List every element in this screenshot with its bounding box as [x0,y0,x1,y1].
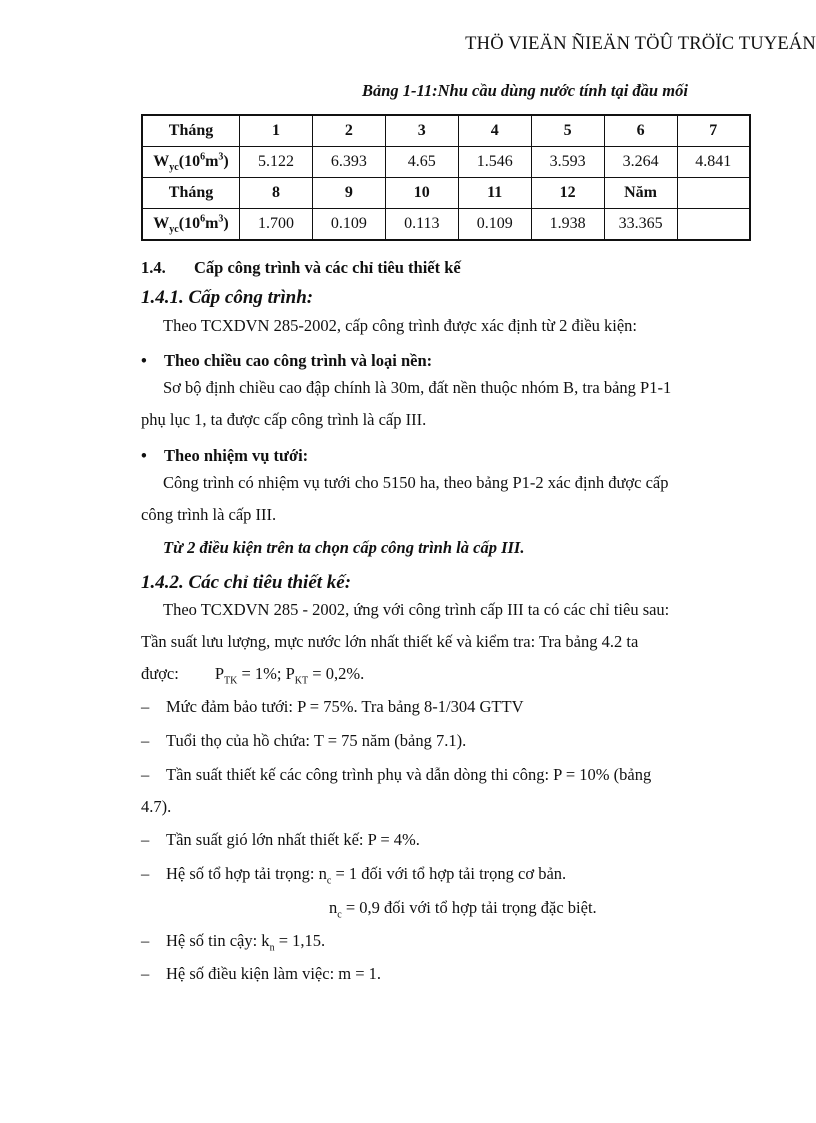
table-caption: Bảng 1-11:Nhu cầu dùng nước tính tại đầu mối [362,81,688,100]
table-row [142,147,750,178]
value-cell: 1.700 [240,209,313,241]
w-header-cell: $W_{yc}(10^6m^3)$ [142,209,240,241]
paragraph: Theo TCXDVN 285 - 2002, ứng với công trình cấp III ta có các chỉ tiêu sau: [163,600,670,619]
subsection-heading-1-4-1: 1.4.1. Cấp công trình: [141,287,314,308]
dash-text: Tuổi thọ của hồ chứa: T = 75 năm (bảng 7.1). [166,731,467,750]
dash-marker: – [141,830,150,849]
bullet-icon: • [141,351,147,370]
dash-text: Tần suất thiết kế các công trình phụ và dẫn dòng thi công: P = 10% (bảng [166,765,652,784]
value-cell: 3.264 [604,147,677,178]
value-cell: 0.109 [312,209,385,241]
empty-cell [677,209,750,241]
month-cell: 11 [458,178,531,209]
dash-text: Hệ số điều kiện làm việc: m = 1. [166,964,382,983]
value-cell: 0.113 [385,209,458,241]
dash-marker: – [141,931,150,950]
total-cell: 33.365 [604,209,677,241]
month-cell: 6 [604,115,677,147]
month-cell: 10 [385,178,458,209]
table-row [142,178,750,209]
bullet-text: Theo nhiệm vụ tưới: [164,446,309,465]
dash-marker: – [141,765,150,784]
paragraph: Theo TCXDVN 285-2002, cấp công trình được xác định từ 2 điều kiện: [163,316,638,335]
section-title: Cấp công trình và các chỉ tiêu thiết kế [194,258,461,277]
month-cell: 2 [312,115,385,147]
value-cell: 6.393 [312,147,385,178]
bullet-icon: • [141,446,147,465]
value-cell: 3.593 [531,147,604,178]
month-header-cell: Tháng [142,115,240,147]
month-header-cell: Tháng [142,178,240,209]
month-cell: 8 [240,178,313,209]
dash-marker: – [141,864,150,883]
dash-text-continued: $n_c = 0,9$ đối với tổ hợp tải trọng đặc biệt. [329,898,597,921]
value-cell: 4.65 [385,147,458,178]
month-cell: 4 [458,115,531,147]
dash-marker: – [141,964,150,983]
section-heading-1-4 [141,258,461,278]
month-cell: 1 [240,115,313,147]
paragraph: phụ lục 1, ta được cấp công trình là cấp III. [141,410,427,429]
value-cell: 1.546 [458,147,531,178]
dash-text-continued: 4.7). [141,797,172,816]
value-cell: 0.109 [458,209,531,241]
month-cell: 5 [531,115,604,147]
month-cell: 9 [312,178,385,209]
dash-marker: – [141,731,150,750]
year-cell: Năm [604,178,677,209]
conclusion-text: Từ 2 điều kiện trên ta chọn cấp công trình là cấp III. [163,538,525,557]
page-header: THÖ VIEÄN ÑIEÄN TÖÛ TRÖÏC TUYEÁN [465,34,816,54]
dash-text: Tần suất gió lớn nhất thiết kế: P = 4%. [166,830,420,849]
empty-cell [677,178,750,209]
section-number: 1.4. [141,258,166,277]
month-cell: 3 [385,115,458,147]
value-cell: 1.938 [531,209,604,241]
paragraph: Tần suất lưu lượng, mực nước lớn nhất thiết kế và kiểm tra: Tra bảng 4.2 ta [141,632,639,651]
paragraph: Sơ bộ định chiều cao đập chính là 30m, đất nền thuộc nhóm B, tra bảng P1-1 [163,378,672,397]
dash-text: Hệ số tin cậy: $k_n = 1,15$. [166,931,326,954]
w-header-cell: $W_{yc}(10^6m^3)$ [142,147,240,178]
bullet-item [141,351,433,371]
paragraph: công trình là cấp III. [141,505,277,524]
value-cell: 5.122 [240,147,313,178]
value-cell: 4.841 [677,147,750,178]
paragraph: Công trình có nhiệm vụ tưới cho 5150 ha, theo bảng P1-2 xác định được cấp [163,473,669,492]
water-demand-table [141,114,751,241]
bullet-text: Theo chiều cao công trình và loại nền: [164,351,433,370]
subsection-heading-1-4-2: 1.4.2. Các chỉ tiêu thiết kế: [141,572,352,593]
table-row [142,115,750,147]
bullet-item [141,446,309,466]
month-cell: 7 [677,115,750,147]
month-cell: 12 [531,178,604,209]
dash-text: Mức đảm bảo tưới: P = 75%. Tra bảng 8-1/304 GTTV [166,697,524,716]
paragraph: được: $P_{TK} = 1\%$; $P_{KT} = 0,2\%$. [141,664,365,687]
dash-text: Hệ số tổ hợp tải trọng: $n_c = 1$ đối với tổ hợp tải trọng cơ bản. [166,864,567,887]
table-row [142,209,750,241]
dash-marker: – [141,697,150,716]
